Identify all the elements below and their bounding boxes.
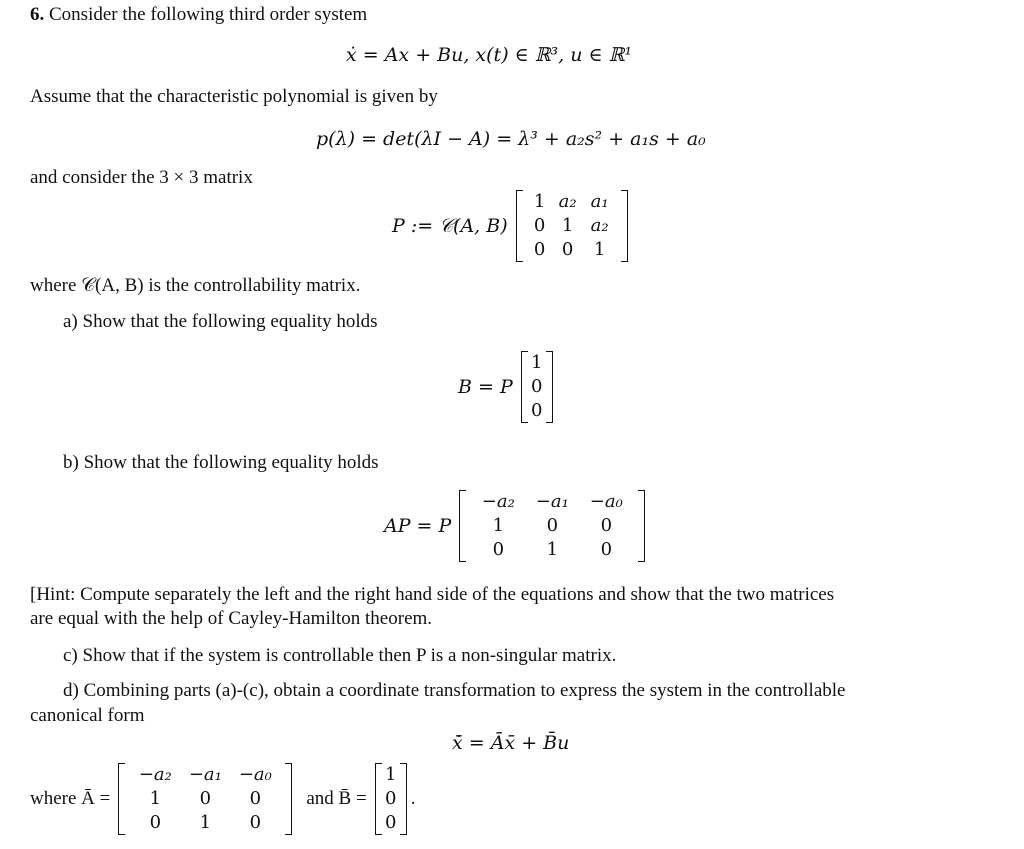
Bbar-vector <box>375 763 407 835</box>
AP-lhs: AP = P <box>384 515 452 537</box>
canonical-matrices <box>30 760 415 838</box>
consider-matrix-text: and consider the 3 × 3 matrix <box>30 167 253 188</box>
matrix-cell: −a₀ <box>238 764 272 785</box>
matrix-cell: 0 <box>533 239 546 260</box>
matrix-cell: −a₂ <box>481 491 515 512</box>
P-definition <box>392 188 628 264</box>
matrix-cell: 0 <box>199 788 212 809</box>
system-equation: ẋ = Ax + Bu, x(t) ∈ ℝ³, u ∈ ℝ¹ <box>346 44 633 66</box>
matrix-cell: 1 <box>533 191 546 212</box>
matrix-cell: −a₁ <box>188 764 222 785</box>
matrix-cell: a₂ <box>590 215 609 236</box>
matrix-cell: 1 <box>149 788 162 809</box>
problem-number: 6. <box>30 4 45 25</box>
where-Abar-label: where Ā = <box>30 788 111 809</box>
matrix-cell: a₁ <box>590 191 609 212</box>
matrix-cell: 0 <box>533 215 546 236</box>
matrix-cell: −a₁ <box>535 491 569 512</box>
matrix-cell: 0 <box>600 515 613 536</box>
matrix-cell: 0 <box>149 812 162 833</box>
characteristic-polynomial: p(λ) = det(λI − A) = λ³ + a₂s² + a₁s + a₀ <box>316 128 706 150</box>
matrix-cell: −a₂ <box>138 764 172 785</box>
matrix-cell: 1 <box>492 515 505 536</box>
B-equation <box>458 348 553 426</box>
part-d-line-1: d) Combining parts (a)-(c), obtain a coordinate transformation to express the system in the controllable <box>63 680 846 701</box>
matrix-cell: 1 <box>531 352 543 373</box>
canonical-equation: x̄̇ = Āx̄ + B̄u <box>452 732 570 754</box>
matrix-cell: 0 <box>249 812 262 833</box>
AP-equation <box>384 487 645 565</box>
hint-line-1: [Hint: Compute separately the left and the right hand side of the equations and show that the two matrices <box>30 584 835 605</box>
matrix-cell: 0 <box>384 812 397 833</box>
part-d-line-2: canonical form <box>30 705 145 726</box>
matrix-cell: 1 <box>199 812 212 833</box>
P-lhs: P := 𝒞(A, B) <box>392 215 508 237</box>
part-a-text: a) Show that the following equality holds <box>63 311 378 332</box>
matrix-cell: 0 <box>492 539 505 560</box>
AP-matrix <box>459 490 645 562</box>
matrix-cell: 0 <box>384 788 397 809</box>
matrix-cell: 0 <box>546 515 559 536</box>
and-Bbar-label: and B̄ = <box>306 788 367 809</box>
controllability-note: where 𝒞(A, B) is the controllability matrix. <box>30 275 361 296</box>
matrix-cell: 1 <box>384 764 397 785</box>
matrix-cell: 1 <box>561 215 574 236</box>
end-period: . <box>410 788 416 809</box>
matrix-cell: 0 <box>600 539 613 560</box>
problem-header <box>30 3 367 27</box>
P-matrix <box>516 190 628 262</box>
matrix-cell: −a₀ <box>589 491 623 512</box>
problem-intro: Consider the following third order system <box>49 4 368 25</box>
B-lhs: B = P <box>458 376 513 398</box>
Abar-matrix <box>118 763 292 835</box>
matrix-cell: 0 <box>531 376 543 397</box>
B-vector <box>521 351 553 423</box>
matrix-cell: a₂ <box>558 191 577 212</box>
matrix-cell: 0 <box>531 400 543 421</box>
assume-text: Assume that the characteristic polynomial is given by <box>30 86 438 107</box>
matrix-cell: 1 <box>546 539 559 560</box>
part-b-text: b) Show that the following equality holds <box>63 452 379 473</box>
part-c-text: c) Show that if the system is controllable then P is a non-singular matrix. <box>63 645 617 666</box>
hint-line-2: are equal with the help of Cayley-Hamilton theorem. <box>30 608 433 629</box>
matrix-cell: 0 <box>561 239 574 260</box>
matrix-cell: 0 <box>249 788 262 809</box>
matrix-cell: 1 <box>593 239 606 260</box>
